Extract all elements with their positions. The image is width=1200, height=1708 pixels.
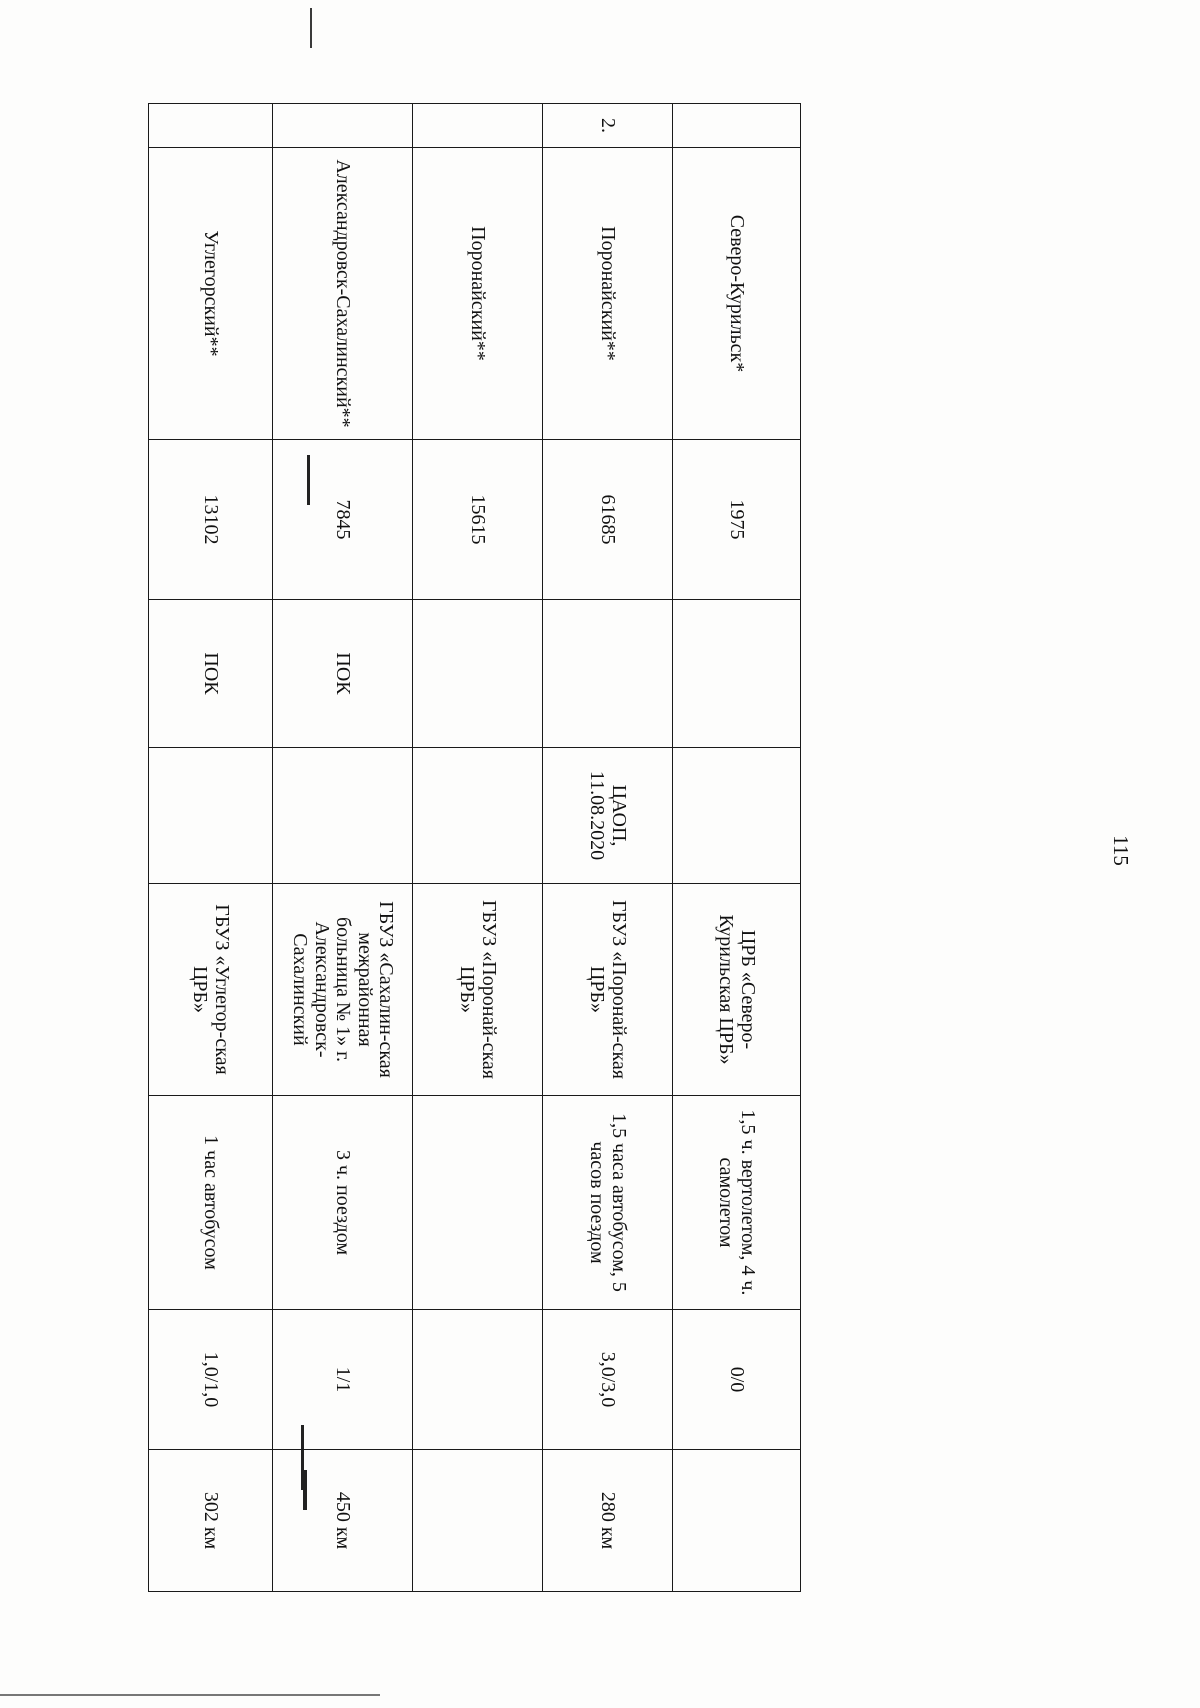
cell-distance: 302 км [149, 1450, 273, 1592]
cell-center [273, 748, 413, 884]
cell-district: Северо-Курильск* [673, 148, 801, 440]
table-row [673, 104, 801, 1592]
table-row [413, 104, 543, 1592]
cell-type: ПОК [273, 600, 413, 748]
cell-population: 1975 [673, 440, 801, 600]
table-row [273, 104, 413, 1592]
cell-type: ПОК [149, 600, 273, 748]
cell-population: 15615 [413, 440, 543, 600]
document-table [148, 103, 801, 1592]
cell-center [413, 748, 543, 884]
cell-hospital: ГБУЗ «Поронай-ская ЦРБ» [413, 884, 543, 1096]
cell-num: 2. [543, 104, 673, 148]
cell-distance: 450 км [273, 1450, 413, 1592]
cell-distance [673, 1450, 801, 1592]
cell-travel-time: 1,5 часа автобусом, 5 часов поездом [543, 1096, 673, 1310]
cell-center: ЦАОП, 11.08.2020 [543, 748, 673, 884]
cell-hospital: ГБУЗ «Сахалин-ская межрайонная больница № 1» г. Александровск-Сахалинский [273, 884, 413, 1096]
cell-num [673, 104, 801, 148]
page-number: 115 [1108, 835, 1133, 866]
cell-type [543, 600, 673, 748]
cell-num [273, 104, 413, 148]
cell-hospital: ГБУЗ «Поронай-ская ЦРБ» [543, 884, 673, 1096]
table-row [543, 104, 673, 1592]
cell-hospital: ГБУЗ «Углегор-ская ЦРБ» [149, 884, 273, 1096]
cell-district: Поронайский** [413, 148, 543, 440]
cell-center [149, 748, 273, 884]
table-row [149, 104, 273, 1592]
cell-ratio: 3,0/3,0 [543, 1310, 673, 1450]
scan-edge-bottom [0, 1694, 380, 1696]
cell-district: Углегорский** [149, 148, 273, 440]
cell-travel-time: 1 час автобусом [149, 1096, 273, 1310]
cell-district: Александровск-Сахалинский** [273, 148, 413, 440]
cell-population: 7845 [273, 440, 413, 600]
cell-num [413, 104, 543, 148]
scan-mark-top [310, 8, 312, 48]
cell-ratio: 0/0 [673, 1310, 801, 1450]
cell-travel-time: 3 ч. поездом [273, 1096, 413, 1310]
cell-travel-time: 1,5 ч. вертолетом, 4 ч. самолетом [673, 1096, 801, 1310]
cell-type [413, 600, 543, 748]
cell-distance [413, 1450, 543, 1592]
cell-type [673, 600, 801, 748]
rotated-table-wrapper [149, 103, 801, 1591]
cell-population: 13102 [149, 440, 273, 600]
cell-ratio [413, 1310, 543, 1450]
cell-ratio: 1/1 [273, 1310, 413, 1450]
cell-travel-time [413, 1096, 543, 1310]
cell-num [149, 104, 273, 148]
cell-ratio: 1,0/1,0 [149, 1310, 273, 1450]
cell-population: 61685 [543, 440, 673, 600]
cell-hospital: ЦРБ «Северо-Курильская ЦРБ» [673, 884, 801, 1096]
cell-distance: 280 км [543, 1450, 673, 1592]
cell-center [673, 748, 801, 884]
cell-district: Поронайский** [543, 148, 673, 440]
